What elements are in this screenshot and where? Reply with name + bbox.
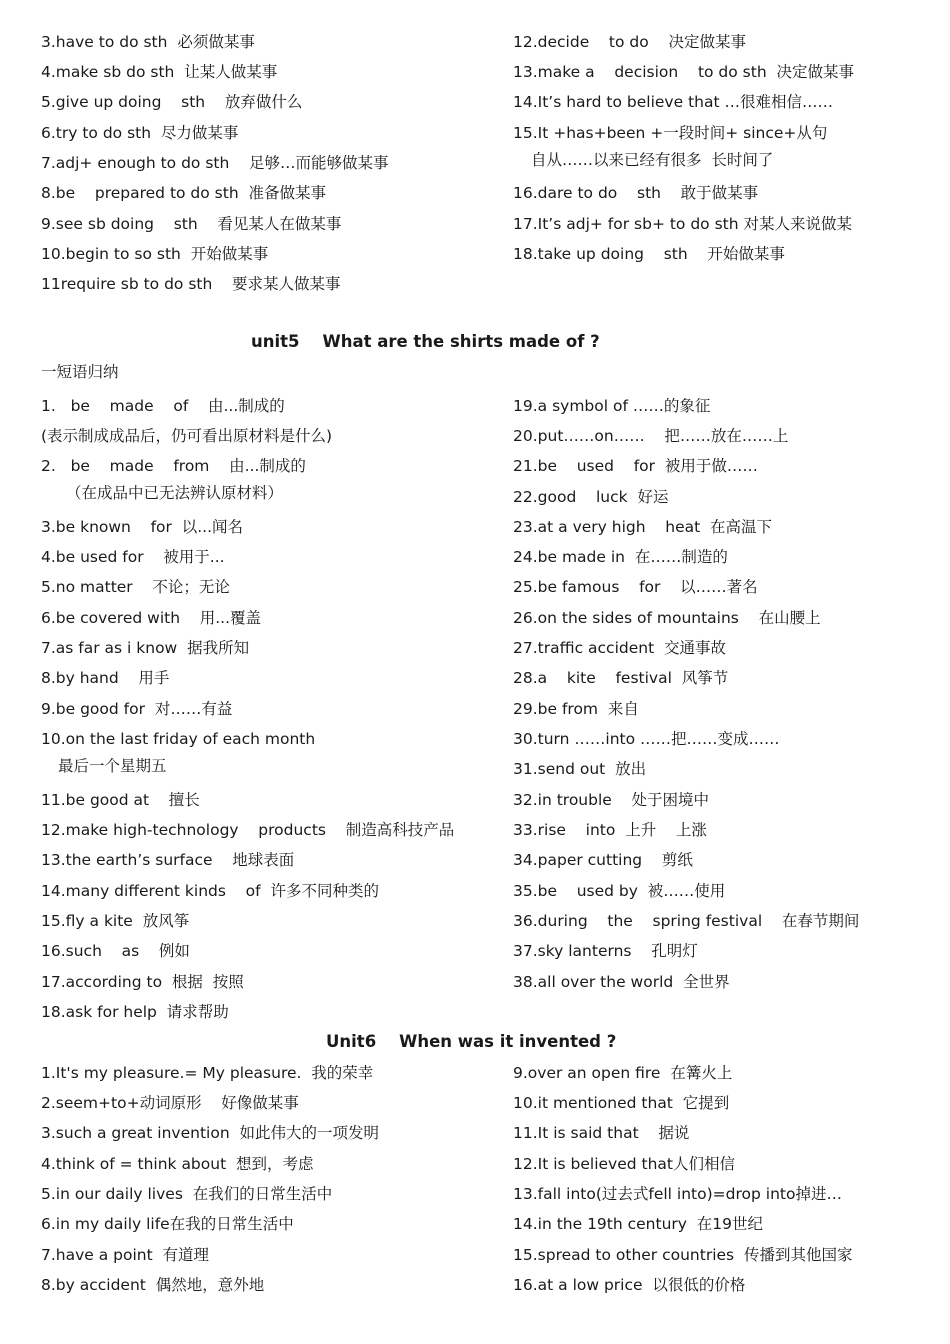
phrase-item: 35.be used by 被……使用 — [513, 882, 726, 900]
phrase-item: 15.It +has+been +一段时间+ since+从句 — [513, 124, 828, 142]
phrase-item: 18.ask for help 请求帮助 — [41, 1003, 229, 1021]
phrase-item: 28.a kite festival 风筝节 — [513, 669, 729, 687]
phrase-item: 14.many different kinds of 许多不同种类的 — [41, 882, 379, 900]
phrase-item: 10.begin to so sth 开始做某事 — [41, 245, 269, 263]
phrase-item: 24.be made in 在……制造的 — [513, 548, 728, 566]
phrase-item: 17.It’s adj+ for sb+ to do sth 对某人来说做某 — [513, 215, 852, 233]
phrase-item: 16.at a low price 以很低的价格 — [513, 1276, 746, 1294]
phrase-item: 15.spread to other countries 传播到其他国家 — [513, 1246, 853, 1264]
phrase-item: 11require sb to do sth 要求某人做某事 — [41, 275, 341, 293]
phrase-item: 8.be prepared to do sth 准备做某事 — [41, 184, 327, 202]
phrase-item: 9.be good for 对……有益 — [41, 700, 233, 718]
phrase-item: 33.rise into 上升 上涨 — [513, 821, 707, 839]
phrase-item: 6.be covered with 用...覆盖 — [41, 609, 262, 627]
phrase-item: 3.be known for 以...闻名 — [41, 518, 244, 536]
phrase-item: 1. be made of 由...制成的 — [41, 397, 285, 415]
phrase-item: 31.send out 放出 — [513, 760, 647, 778]
phrase-item: 7.as far as i know 据我所知 — [41, 639, 250, 657]
phrase-note: (表示制成成品后，仍可看出原材料是什么) — [41, 427, 333, 445]
phrase-item: 12.It is believed that人们相信 — [513, 1155, 736, 1173]
phrase-item: 13.fall into(过去式fell into)=drop into掉进… — [513, 1185, 842, 1203]
phrase-item: 9.see sb doing sth 看见某人在做某事 — [41, 215, 342, 233]
phrase-item-continuation: 最后一个星期五 — [58, 757, 167, 775]
phrase-item: 16.dare to do sth 敢于做某事 — [513, 184, 759, 202]
phrase-item: 29.be from 来自 — [513, 700, 639, 718]
phrase-note: （在成品中已无法辨认原材料） — [66, 484, 284, 502]
phrase-item: 2.seem+to+动词原形 好像做某事 — [41, 1094, 299, 1112]
phrase-item: 11.be good at 擅长 — [41, 791, 200, 809]
phrase-item: 14.It’s hard to believe that …很难相信…… — [513, 93, 833, 111]
phrase-item: 37.sky lanterns 孔明灯 — [513, 942, 698, 960]
phrase-item: 21.be used for 被用于做…… — [513, 457, 758, 475]
phrase-item: 3.such a great invention 如此伟大的一项发明 — [41, 1124, 380, 1142]
unit5-subtitle: 一短语归纳 — [41, 363, 119, 381]
phrase-item: 34.paper cutting 剪纸 — [513, 851, 693, 869]
phrase-item: 10.on the last friday of each month — [41, 730, 316, 748]
phrase-item: 10.it mentioned that 它提到 — [513, 1094, 730, 1112]
phrase-item: 32.in trouble 处于困境中 — [513, 791, 710, 809]
phrase-item: 4.be used for 被用于... — [41, 548, 225, 566]
phrase-item: 6.in my daily life在我的日常生活中 — [41, 1215, 294, 1233]
phrase-item: 2. be made from 由...制成的 — [41, 457, 306, 475]
phrase-item: 4.make sb do sth 让某人做某事 — [41, 63, 278, 81]
phrase-item: 6.try to do sth 尽力做某事 — [41, 124, 239, 142]
phrase-item: 19.a symbol of ……的象征 — [513, 397, 711, 415]
phrase-item: 12.decide to do 决定做某事 — [513, 33, 746, 51]
phrase-item: 36.during the spring festival 在春节期间 — [513, 912, 860, 930]
phrase-item: 7.have a point 有道理 — [41, 1246, 210, 1264]
phrase-item: 5.give up doing sth 放弃做什么 — [41, 93, 303, 111]
unit6-title: Unit6 When was it invented ? — [326, 1032, 617, 1051]
phrase-item: 5.no matter 不论；无论 — [41, 578, 230, 596]
phrase-item: 11.It is said that 据说 — [513, 1124, 690, 1142]
phrase-item: 17.according to 根据 按照 — [41, 973, 244, 991]
phrase-item: 3.have to do sth 必须做某事 — [41, 33, 255, 51]
phrase-item: 38.all over the world 全世界 — [513, 973, 730, 991]
phrase-item: 27.traffic accident 交通事故 — [513, 639, 727, 657]
phrase-item: 7.adj+ enough to do sth 足够…而能够做某事 — [41, 154, 389, 172]
phrase-item: 9.over an open fire 在篝火上 — [513, 1064, 733, 1082]
phrase-item: 18.take up doing sth 开始做某事 — [513, 245, 785, 263]
phrase-item: 14.in the 19th century 在19世纪 — [513, 1215, 764, 1233]
phrase-item: 30.turn ……into ……把……变成…… — [513, 730, 780, 748]
phrase-item: 1.It's my pleasure.= My pleasure. 我的荣幸 — [41, 1064, 374, 1082]
phrase-item: 5.in our daily lives 在我们的日常生活中 — [41, 1185, 333, 1203]
phrase-item: 8.by accident 偶然地，意外地 — [41, 1276, 265, 1294]
phrase-item: 20.put……on…… 把……放在……上 — [513, 427, 789, 445]
unit5-title: unit5 What are the shirts made of ? — [251, 332, 600, 351]
phrase-item: 8.by hand 用手 — [41, 669, 170, 687]
phrase-item: 13.make a decision to do sth 决定做某事 — [513, 63, 855, 81]
phrase-item: 22.good luck 好运 — [513, 488, 669, 506]
phrase-item: 12.make high-technology products 制造高科技产品 — [41, 821, 455, 839]
phrase-item: 4.think of = think about 想到，考虑 — [41, 1155, 314, 1173]
phrase-item: 16.such as 例如 — [41, 942, 190, 960]
phrase-item: 25.be famous for 以……著名 — [513, 578, 758, 596]
phrase-item: 13.the earth’s surface 地球表面 — [41, 851, 295, 869]
phrase-item: 26.on the sides of mountains 在山腰上 — [513, 609, 821, 627]
phrase-item: 23.at a very high heat 在高温下 — [513, 518, 773, 536]
phrase-item-continuation: 自从……以来已经有很多 长时间了 — [531, 151, 774, 169]
phrase-item: 15.fly a kite 放风筝 — [41, 912, 190, 930]
